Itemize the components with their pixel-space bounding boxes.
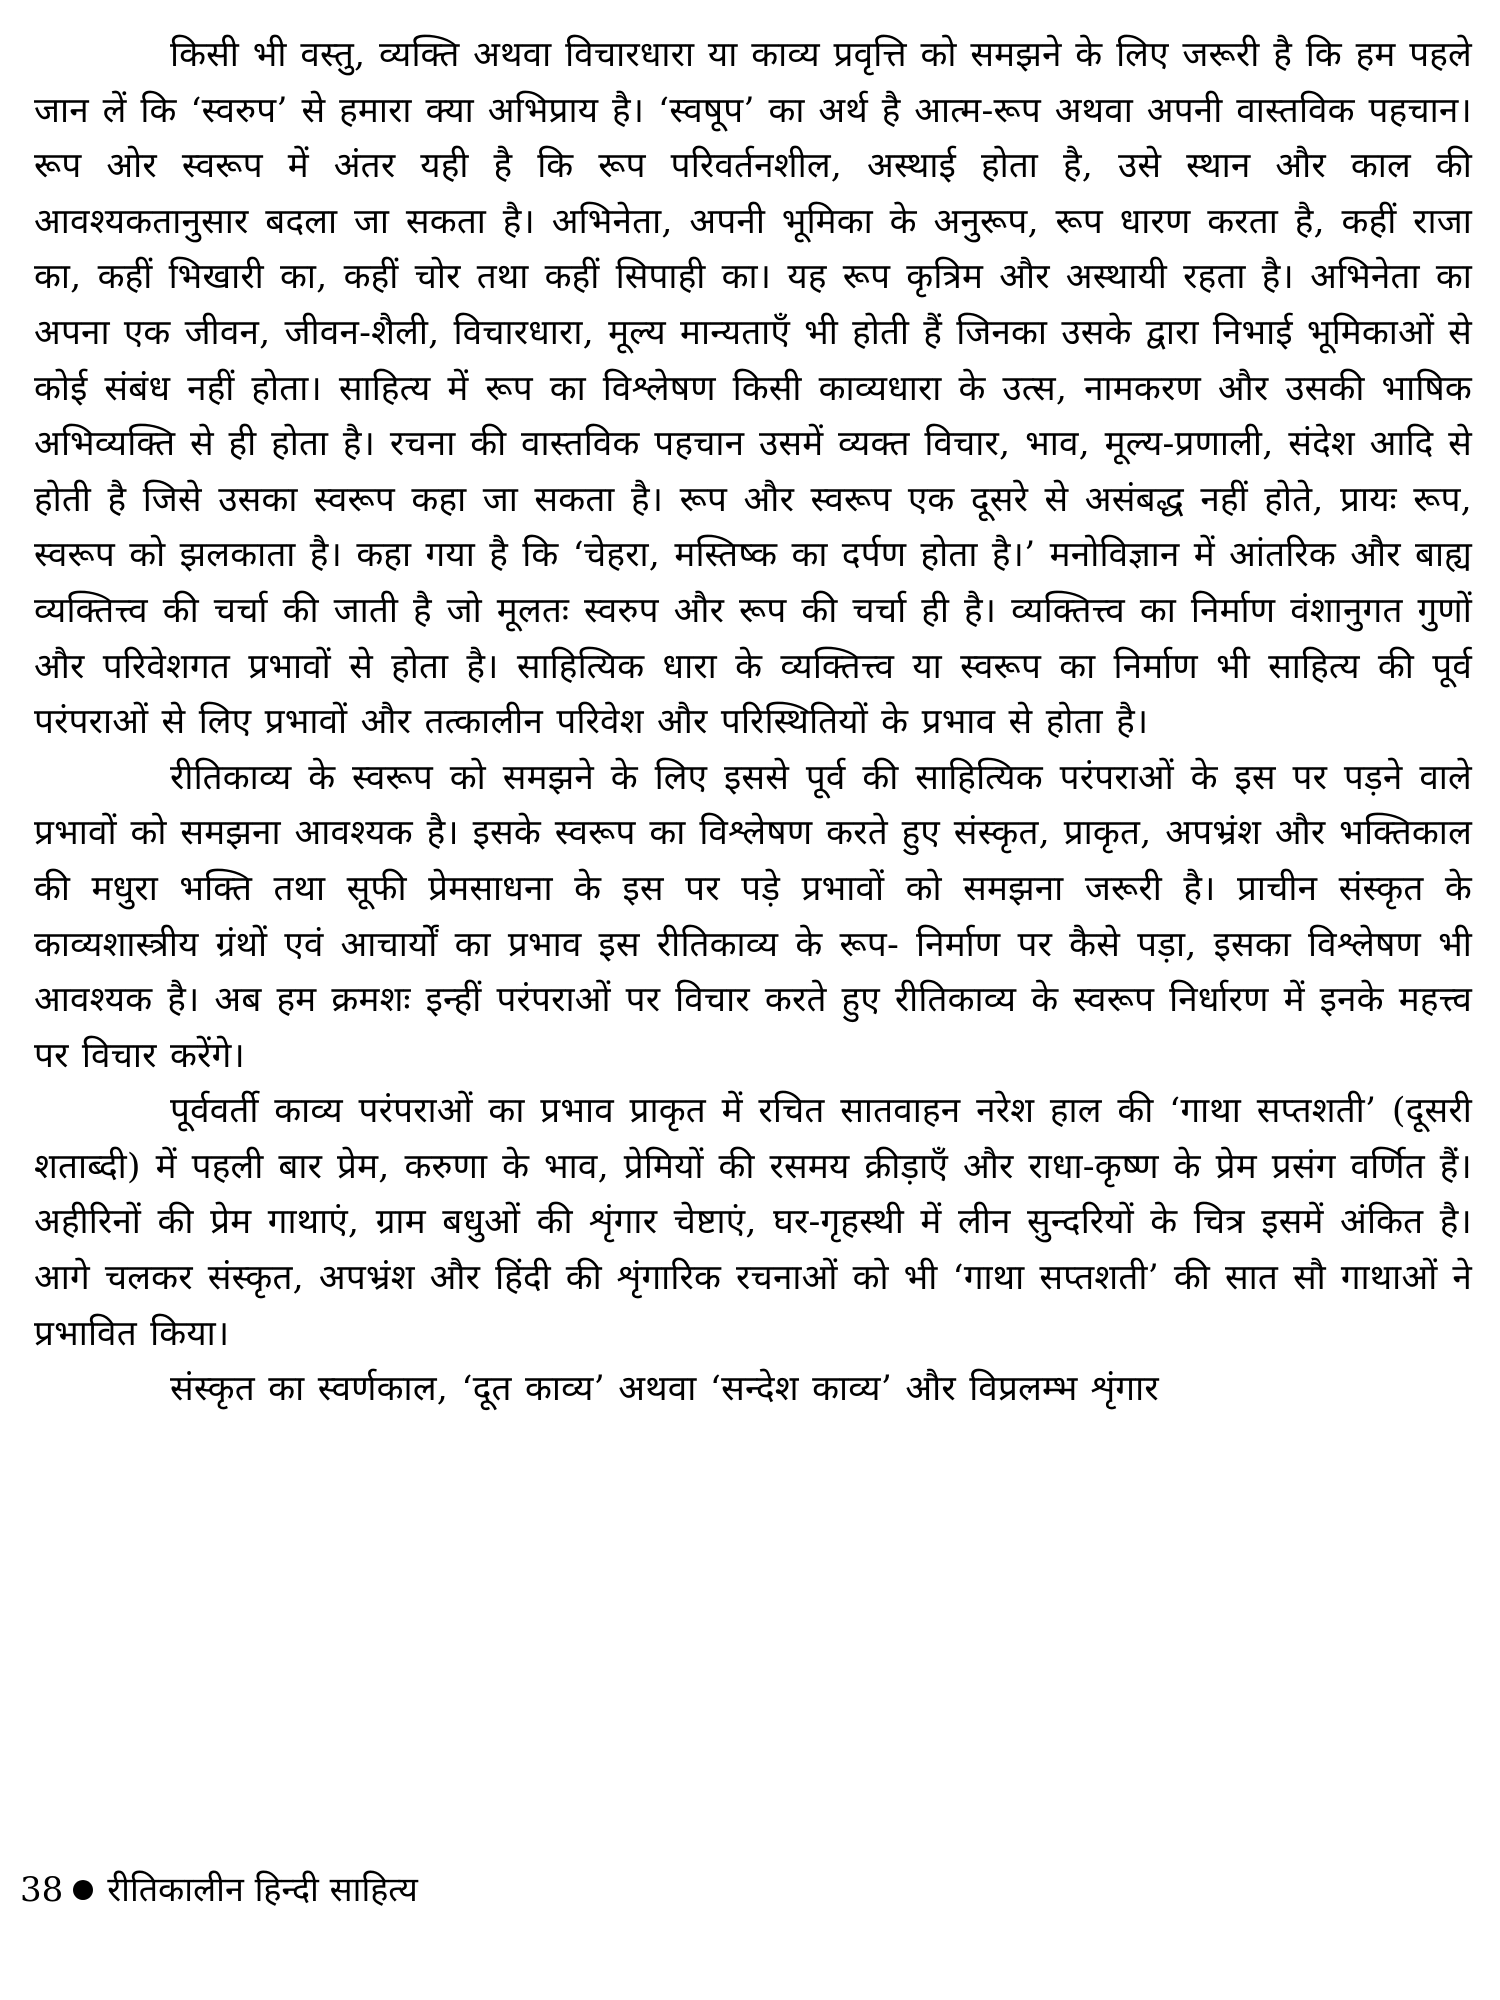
paragraph-4: संस्कृत का स्वर्णकाल, ‘दूत काव्य’ अथवा ‘सन्देश काव्य’ और विप्रलम्भ शृंगार (170, 1369, 1159, 1410)
paragraph-2: रीतिकाव्य के स्वरूप को समझने के लिए इससे पूर्व की साहित्यिक परंपराओं के इस पर पड़ने वाले प्रभावों को समझना आवश्यक है। इसके स्वरूप का विश्लेषण करते हुए संस्कृत, प्राकृत, अपभ्रंश और भक्तिकाल की मधुरा भक्ति तथा सूफी प्रेमसाधना के इस पर पड़े प्रभावों को समझना जरूरी है। प्राचीन संस्कृत के काव्यशास्त्रीय ग्रंथों एवं आचार्यों का प्रभाव इस रीतिकाव्य के रूप- निर्माण पर कैसे पड़ा, इसका विश्लेषण भी आवश्यक है। अब हम क्रमशः इन्हीं परंपराओं पर विचार करते हुए रीतिकाव्य के स्वरूप निर्धारण में इनके महत्त्व पर विचार करेंगे। (34, 757, 1472, 1076)
book-page (34, 28, 1472, 1968)
bullet-icon (73, 1880, 93, 1900)
page-footer (20, 1868, 418, 1912)
paragraph-1: किसी भी वस्तु, व्यक्ति अथवा विचारधारा या काव्य प्रवृत्ति को समझने के लिए जरूरी है कि हम पहले जान लें कि ‘स्वरुप’ से हमारा क्या अभिप्राय है। ‘स्वषूप’ का अर्थ है आत्म-रूप अथवा अपनी वास्तविक पहचान। रूप ओर स्वरूप में अंतर यही है कि रूप परिवर्तनशील, अस्थाई होता है, उसे स्थान और काल की आवश्यकतानुसार बदला जा सकता है। अभिनेता, अपनी भूमिका के अनुरूप, रूप धारण करता है, कहीं राजा का, कहीं भिखारी का, कहीं चोर तथा कहीं सिपाही का। यह रूप कृत्रिम और अस्थायी रहता है। अभिनेता का अपना एक जीवन, जीवन-शैली, विचारधारा, मूल्य मान्यताएँ भी होती हैं जिनका उसके द्वारा निभाई भूमिकाओं से कोई संबंध नहीं होता। साहित्य में रूप का विश्लेषण किसी काव्यधारा के उत्स, नामकरण और उसकी भाषिक अभिव्यक्ति से ही होता है। रचना की वास्तविक पहचान उसमें व्यक्त विचार, भाव, मूल्य-प्रणाली, संदेश आदि से होती है जिसे उसका स्वरूप कहा जा सकता है। रूप और स्वरूप एक दूसरे से असंबद्ध नहीं होते, प्रायः रूप, स्वरूप को झलकाता है। कहा गया है कि ‘चेहरा, मस्तिष्क का दर्पण होता है।’ मनोविज्ञान में आंतरिक और बाह्य व्यक्तित्त्व की चर्चा की जाती है जो मूलतः स्वरुप और रूप की चर्चा ही है। व्यक्तित्त्व का निर्माण वंशानुगत गुणों और परिवेशगत प्रभावों से होता है। साहित्यिक धारा के व्यक्तित्त्व या स्वरूप का निर्माण भी साहित्य की पूर्व परंपराओं से लिए प्रभावों और तत्कालीन परिवेश और परिस्थितियों के प्रभाव से होता है। (34, 35, 1473, 743)
running-title: रीतिकालीन हिन्दी साहित्य (107, 1870, 418, 1910)
body-text (34, 28, 1472, 1418)
page-number: 38 (20, 1870, 64, 1910)
paragraph-3: पूर्ववर्ती काव्य परंपराओं का प्रभाव प्राकृत में रचित सातवाहन नरेश हाल की ‘गाथा सप्तशती’ (दूसरी शताब्दी) में पहली बार प्रेम, करुणा के भाव, प्रेमियों की रसमय क्रीड़ाएँ और राधा-कृष्ण के प्रेम प्रसंग वर्णित हैं। अहीरिनों की प्रेम गाथाएं, ग्राम बधुओं की शृंगार चेष्टाएं, घर-गृहस्थी में लीन सुन्दरियों के चित्र इसमें अंकित है। आगे चलकर संस्कृत, अपभ्रंश और हिंदी की शृंगारिक रचनाओं को भी ‘गाथा सप्तशती’ की सात सौ गाथाओं ने प्रभावित किया। (34, 1091, 1472, 1354)
